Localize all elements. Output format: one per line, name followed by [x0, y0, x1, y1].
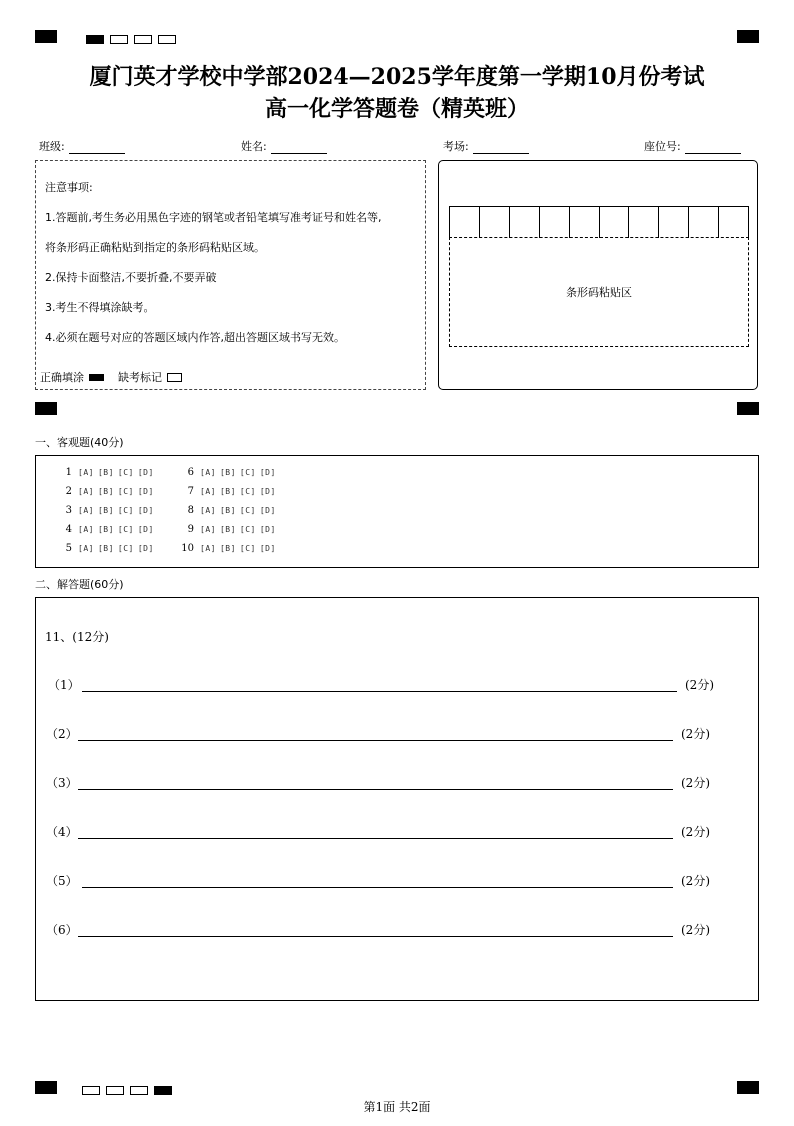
- answer-bubble[interactable]: [B]: [97, 525, 114, 534]
- exam-number-cell[interactable]: [689, 207, 719, 238]
- answer-part-label: （1）: [48, 678, 80, 692]
- objective-question-row: [178, 524, 280, 535]
- registration-mark-top-left: [35, 30, 57, 43]
- page-code-mark-empty: [110, 35, 128, 44]
- question-number: 7: [187, 486, 194, 497]
- answer-bubble[interactable]: [D]: [259, 544, 276, 553]
- answer-bubble[interactable]: [D]: [259, 468, 276, 477]
- answer-line[interactable]: [78, 936, 673, 937]
- answer-bubble[interactable]: [A]: [200, 506, 216, 515]
- page-footer: 第1面 共2面: [363, 1100, 431, 1114]
- objective-answer-box: [35, 455, 759, 568]
- question-number: 4: [65, 524, 72, 535]
- answer-bubble[interactable]: [C]: [239, 506, 256, 515]
- answer-line[interactable]: [82, 691, 677, 692]
- class-field[interactable]: [39, 138, 125, 154]
- page-code-mark-empty: [158, 35, 176, 44]
- page-code-mark-empty: [134, 35, 152, 44]
- answer-bubble[interactable]: [D]: [259, 487, 276, 496]
- exam-number-cell[interactable]: [480, 207, 510, 238]
- answer-bubble[interactable]: [D]: [259, 525, 276, 534]
- answer-bubble[interactable]: [C]: [239, 487, 256, 496]
- correct-fill-sample-icon: [89, 374, 104, 381]
- question-number: 3: [65, 505, 72, 516]
- answer-row: [36, 921, 758, 941]
- notice-line: 1.答题前,考生务必用黑色字迹的钢笔或者铅笔填写准考证号和姓名等,: [45, 211, 382, 224]
- registration-mark-bottom-right: [737, 1081, 759, 1094]
- objective-question-row: [56, 486, 158, 497]
- answer-bubble[interactable]: [B]: [219, 468, 236, 477]
- objective-question-row: [56, 505, 158, 516]
- answer-part-label: （2）: [46, 727, 78, 741]
- answer-bubble[interactable]: [C]: [239, 525, 256, 534]
- answer-bubble[interactable]: [C]: [239, 544, 256, 553]
- objective-question-row: [56, 467, 158, 478]
- answer-row: [36, 774, 758, 794]
- answer-bubble[interactable]: [B]: [219, 525, 236, 534]
- answer-points: (2分): [685, 678, 714, 692]
- answer-part-label: （4）: [46, 825, 78, 839]
- answer-line[interactable]: [78, 740, 673, 741]
- answer-row: [36, 872, 758, 892]
- answer-points: (2分): [681, 874, 710, 888]
- question-number: 6: [187, 467, 194, 478]
- page-code-mark-filled: [154, 1086, 172, 1095]
- question-number: 10: [181, 543, 194, 554]
- answer-line[interactable]: [82, 887, 673, 888]
- notice-line: 4.必须在题号对应的答题区域内作答,超出答题区域书写无效。: [45, 331, 345, 344]
- correct-fill-label: 正确填涂: [40, 371, 84, 384]
- notice-heading: 注意事项:: [45, 181, 93, 194]
- exam-number-cell[interactable]: [629, 207, 659, 238]
- answer-bubble[interactable]: [D]: [137, 544, 154, 553]
- page-code-mark-empty: [130, 1086, 148, 1095]
- page-code-mark-empty: [106, 1086, 124, 1095]
- barcode-area: [438, 160, 758, 390]
- answer-line[interactable]: [78, 789, 673, 790]
- answer-bubble[interactable]: [B]: [97, 487, 114, 496]
- exam-room-underline[interactable]: [473, 143, 529, 154]
- subjective-answer-box: [35, 597, 759, 1001]
- notice-box: [35, 160, 426, 390]
- barcode-paste-zone[interactable]: [449, 237, 749, 347]
- exam-number-cell[interactable]: [450, 207, 480, 238]
- name-label: 姓名:: [241, 140, 267, 153]
- page-code-mark-filled: [86, 35, 104, 44]
- seat-number-label: 座位号:: [644, 140, 681, 153]
- objective-question-row: [178, 467, 280, 478]
- objective-section-title: 一、客观题(40分): [35, 436, 124, 449]
- answer-bubble[interactable]: [A]: [200, 544, 216, 553]
- answer-bubble[interactable]: [A]: [78, 487, 94, 496]
- answer-bubble[interactable]: [A]: [200, 487, 216, 496]
- answer-bubble[interactable]: [A]: [78, 544, 94, 553]
- answer-bubble[interactable]: [A]: [200, 525, 216, 534]
- answer-line[interactable]: [78, 838, 673, 839]
- answer-bubble[interactable]: [B]: [219, 506, 236, 515]
- exam-number-cell[interactable]: [510, 207, 540, 238]
- question-number: 1: [65, 467, 72, 478]
- exam-room-field[interactable]: [443, 138, 529, 154]
- class-underline[interactable]: [69, 143, 125, 154]
- exam-number-cell[interactable]: [719, 207, 749, 238]
- answer-bubble[interactable]: [D]: [137, 506, 154, 515]
- objective-question-row: [56, 524, 158, 535]
- answer-bubble[interactable]: [D]: [137, 525, 154, 534]
- answer-bubble[interactable]: [B]: [97, 468, 114, 477]
- answer-row: [36, 823, 758, 843]
- fill-legend: [40, 369, 182, 385]
- notice-line: 将条形码正确粘贴到指定的条形码粘贴区域。: [45, 241, 265, 254]
- answer-row: [36, 725, 758, 745]
- answer-bubble[interactable]: [A]: [78, 506, 94, 515]
- answer-bubble[interactable]: [A]: [200, 468, 216, 477]
- seat-number-underline[interactable]: [685, 143, 741, 154]
- question-number: 2: [65, 486, 72, 497]
- answer-points: (2分): [681, 923, 710, 937]
- question-number: 5: [65, 543, 72, 554]
- name-underline[interactable]: [271, 143, 327, 154]
- answer-bubble[interactable]: [D]: [259, 506, 276, 515]
- exam-room-label: 考场:: [443, 140, 469, 153]
- absent-mark-checkbox[interactable]: [167, 373, 182, 382]
- answer-bubble[interactable]: [D]: [137, 487, 154, 496]
- question-11-heading: 11、(12分): [45, 630, 109, 644]
- answer-bubble[interactable]: [C]: [117, 506, 134, 515]
- barcode-paste-label: 条形码粘贴区: [566, 286, 632, 299]
- answer-bubble[interactable]: [B]: [219, 487, 236, 496]
- registration-mark-bottom-left: [35, 1081, 57, 1094]
- answer-bubble[interactable]: [C]: [117, 525, 134, 534]
- question-number: 8: [187, 505, 194, 516]
- notice-line: 3.考生不得填涂缺考。: [45, 301, 155, 314]
- objective-question-row: [56, 543, 158, 554]
- objective-question-row: [178, 486, 280, 497]
- answer-part-label: （5）: [46, 874, 78, 888]
- answer-bubble[interactable]: [C]: [239, 468, 256, 477]
- answer-points: (2分): [681, 825, 710, 839]
- notice-line: 2.保持卡面整洁,不要折叠,不要弄破: [45, 271, 217, 284]
- answer-bubble[interactable]: [B]: [97, 506, 114, 515]
- exam-number-cell[interactable]: [570, 207, 600, 238]
- exam-subtitle: 高一化学答题卷（精英班）: [264, 96, 529, 122]
- seat-number-field[interactable]: [644, 138, 741, 154]
- exam-number-cell[interactable]: [600, 207, 630, 238]
- answer-bubble[interactable]: [B]: [97, 544, 114, 553]
- answer-points: (2分): [681, 727, 710, 741]
- exam-title: 厦门英才学校中学部2024—2025学年度第一学期10月份考试: [89, 64, 705, 90]
- objective-question-row: [178, 505, 280, 516]
- answer-bubble[interactable]: [A]: [78, 468, 94, 477]
- registration-mark-mid-left: [35, 402, 57, 415]
- answer-bubble[interactable]: [C]: [117, 487, 134, 496]
- page-code-mark-empty: [82, 1086, 100, 1095]
- answer-bubble[interactable]: [C]: [117, 544, 134, 553]
- answer-bubble[interactable]: [A]: [78, 525, 94, 534]
- answer-bubble[interactable]: [D]: [137, 468, 154, 477]
- answer-points: (2分): [681, 776, 710, 790]
- answer-part-label: （3）: [46, 776, 78, 790]
- objective-question-row: [178, 543, 280, 554]
- name-field[interactable]: [241, 138, 327, 154]
- registration-mark-top-right: [737, 30, 759, 43]
- exam-number-grid[interactable]: [449, 206, 749, 238]
- class-label: 班级:: [39, 140, 65, 153]
- exam-number-cell[interactable]: [659, 207, 689, 238]
- absent-mark-label: 缺考标记: [118, 371, 162, 384]
- subjective-section-title: 二、解答题(60分): [35, 578, 124, 591]
- answer-bubble[interactable]: [B]: [219, 544, 236, 553]
- registration-mark-mid-right: [737, 402, 759, 415]
- answer-bubble[interactable]: [C]: [117, 468, 134, 477]
- answer-part-label: （6）: [46, 923, 78, 937]
- answer-row: [36, 676, 758, 696]
- exam-number-cell[interactable]: [540, 207, 570, 238]
- question-number: 9: [187, 524, 194, 535]
